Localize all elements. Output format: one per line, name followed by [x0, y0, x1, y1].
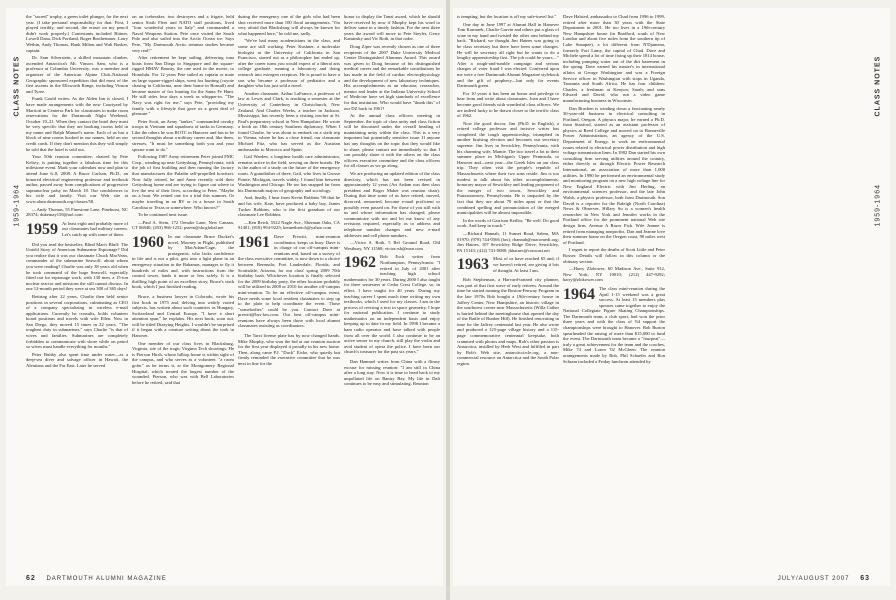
paragraph: Peter Buhby also spent time under water—as a deep-sea diver and salvage officer in Hawaii, the Aleutians and the Far East. Later he served — [26, 351, 128, 369]
paragraph: At least eight and probably more of our classmates had military careers. Let's catch up with some of them. — [62, 220, 128, 237]
sidebar-years: 1959-1964 — [874, 184, 882, 227]
paragraph: Following 1987 Army retirement Peter joined FMC Corp., winding up near Gettysburg, Pennsylvania, with the job of first building and then running the factory that manufactures the Paladin self-propelled howitzer. Now fully retired, he and Anne recently sold their Gettysburg home and are trying to figure out where to live the rest of their lives, according to Peter. "Maybe on a boat. We rented one for a trial this summer. Or maybe traveling in an RV or in a house in South Carolina or Texas or somewhere. Who knows?" — [132, 154, 234, 210]
paragraph: Bruce, a business lawyer in Colorado, wrote his first book in 1975 and, delving into widely varied subjects, has written about such countries as Hungary, Switzerland and Central Europe. "I have a short attention span," he explains. His next book, soon out, will be titled Dizzying Heights. I wouldn't be surprised if it began with a creature writing about the took in Hanover. — [132, 293, 234, 339]
paragraph: Doug Ziper was recently chosen as one of three recipients of the 2007 Duke University Medical Center Distinguished Alumnus Award. This award was given to Doug because of his distinguished medical career and the remarkable contributions he has made in the field of cardiac electrophysiology and the development of new laboratory techniques. His accomplishments as an educator, researcher, mentor and leader at the Indiana University School of Medicine have set high standards of excellence for that institution. Who would have "thunk this" of our DZ back in 1961? — [344, 43, 440, 111]
paragraph: Dan Hammel writes from China with a flimsy excuse for missing reunion: "I am still in China after a long stay. Now it is time to head back to my unpolluted life on Bantry Bay. My life in Dali continues to be easy and stimulating. Reunion — [344, 359, 440, 387]
year-section-1963 — [457, 256, 559, 275]
paragraph: Dr. Sam Silverstein, a skilled mountain climber, ascended Antarctica's Mt. Vinson. Sam, who is a professor at Columbia University, was a member and organizer of the American Alpine Club–National Geographic sponsored expedition that did most of the first ascents in the Ellsworth Range, including Vinson and Tyree. — [26, 55, 128, 94]
year-section-1960 — [132, 234, 234, 292]
column-4 — [344, 14, 440, 574]
paragraph: One member of our class lives in Blacksburg, Virginia, site of the tragic Virginia Tech shootings. He is Pierson Hirsh, whose hilltop home is within sight of the campus, and who serves as a volunteer. "a room gofer" as he terms it, at the Montgomery Regional Hospital, which treated the largest number of the wounded. Pierson, who was with Bell Laboratories before he retired, said that — [132, 340, 234, 385]
issue-date: JULY/AUGUST 2007 — [777, 576, 850, 582]
paragraph: honor to display the Tanzi award, which he should have received by now if Murphy kept his word to deliver same in a timely fashion. For the next three years the award will move to Pete Steyler, Gerry Kaminsky and Vic Roth, in that order. — [344, 14, 440, 42]
sidebar-years: 1959-1964 — [13, 184, 21, 227]
sidebar-tab-right — [873, 38, 883, 578]
contact-line: —Paul A. Stein, 172 Oenoke Lane, New Canaan, CT 06840; (203) 966-1252; pstein@sbcglobal.net — [132, 219, 234, 231]
paragraph: The class mini-reunion during the April 1-15 weekend was a great success. At least 15 members plus spouses came together to enjoy the National Collegiate Figure Skating Championships. The Dartmouth team, a club sport, had won the prior three years and with the class of '64 support the championships were brought to Hanover. Bob Burton spearheaded the raising of more than $15,000 to fund the event. The Dartmouth team became a "fourpeat"—truly a great achievement for the team and the coaches, Mike 74 and Loren '02 McGleen. The reunion arrangements made by Bob, Phil Schaefer and Ron Schram included a Friday luncheon attended by — [563, 285, 665, 364]
year-section-1959 — [26, 221, 128, 240]
left-footer — [26, 575, 167, 582]
paragraph: I regret to report the deaths of Scott Little and Peter Rosser. Details will follow in this column or the obituary section. — [563, 247, 665, 264]
year-heading: 1961 — [238, 233, 270, 251]
contact-line: —Victor S. Roth, 5 Bel Ground Road, Old Westbury, NY 11568; victor.rsh@msn.com — [344, 240, 440, 251]
column-6 — [563, 14, 665, 574]
paragraph: At the annual class officers meeting in September, the topic of class unity and class fiction will be discussed under the overall heading of maintaining unity within the class. This is a very important but potentially sensitive issue. If anyone has any thoughts on the topic that they would like to share, please contact me immediately so that I can possibly share it with the others on the class officers executive committee and the class officers for all classes as we go along. — [344, 113, 440, 169]
contact-line: —Ken Reich, 5522 Nagle Ave., Sherman Oaks, CA 91401; (818) 994-9225; kennethreich@yahoo.com — [238, 219, 340, 231]
right-footer — [778, 575, 870, 582]
paragraph: Bob Esch writes from Northampton, Pennsylvania: "I retired in July of 2001 after teaching high school mathematics for 30 years. During 2000 I also taught for three semesters at Cedar Crest College, so, in effect, I have taught for 40 years. During my teaching career I spent much time writing my own textbooks, which I used for my classes. I am in the process of revising a text in space geometry, I hope for national publication. I continue to study mathematics on an independent basis and enjoy keeping up to date in my field. In 1998 I became a ham radio operator and have talked with people from all over the world. I also continue to be an active senior in my church, still play the violin and avid student of opera the police. I have been our church's treasurer for the past six years." — [344, 254, 440, 355]
paragraph: is tempting, but the location is off my safe-travel list." — [457, 14, 557, 19]
paragraph: Did you read the bestseller, Blind Man's Bluff: The Untold Story of American Submarine Espionage? Did you realize that it was our classmate Chuck MacVean, commander of the submarine Seawolf, about whom you were reading? Charlie was only 38 years old when he took command of the huge Seawolf, especially fitted out for espionage work, with 130 men, a 15-ton nuclear reactor and missions the still cannot discuss. In one 12-month period they were at sea 300 of 365 days! — [26, 241, 128, 292]
paragraph: Now the good doctor, Jim (Ph.D. in English), a retired college professor and incisive writer has completed the tough apprenticeship, triumphed in another bruising election and becomes our secretary supreme. Jim lives in Sewickley, Pennsylvania, with his charming wife, Mamie. The two travel a lot to their summer place in Michigan's Upper Peninsula, to Hanover and—next year—the Greek Isles on our class trip. They often visit the people's republic of Massachusetts where their two sons reside. Jim is too modest to talk about his other accomplishments: honorary mayor of Sewickley and leading proponent of the merger of two towns, Sewickley and Punxsutawney, Pennsylvania. He is unquoted by the fact that they are about 70 miles apart or that the combined spelling and pronunciation of the merged municipalities will be almost impossible. — [457, 120, 559, 216]
column-3 — [238, 14, 340, 574]
paragraph: One day in June 1997 at Alumni Hall in Hanover Tom Komarek, Charlie Garvin and others put a glass of wine in my hand and twisted the other arm behind my back. "Richard, we thought Jim Haines was going to be class secretary but there have been some changes. He will be secretary all right but he wants to do a lengthy apprenticeship first. The job could be yours...." After a rough-and-tumble campaign and serious charges of voter fraud I was elected. Conferred upon me were a free Dartmouth Alumni Magazine stylebook and the gift of prophecy—but only for events Dartmouth green. — [457, 21, 559, 89]
sidebar-label: CLASS NOTES — [874, 55, 882, 117]
year-section-1962 — [344, 254, 440, 357]
year-heading: 1962 — [344, 254, 376, 272]
paragraph: "We've had many academicians in the class, and some are still working. Peter Kushner, a molecular biologist at the University of California in San Francisco, started out as a philosopher but ended up, after the career turns you would expect of a liberal arts college graduate, running a laboratory and doing research into estrogen receptors. He is proud to have a son who became a professor of pediatrics and a daughter who has just sold a novel. — [238, 38, 340, 89]
contact-line: —Richard Hannah, 11 Sunset Road, Salem, MA 01970; (978) 744-0566 (fax); rhannah@macomedi.org; Jim Haines, 107 Sewickley Ridge Drive, Sewickley, PA 15143; (412) 741-0088; jhhaines@comcast.net — [457, 230, 559, 253]
paragraph: on an icebreaker, two destroyers and a frigate, held senior Sixth Fleet and NATO staff positions, lived "four wonderful years in Italy" and commanded a Naval Weapons Station. Pete once visited the South Pole and also sailed into the Arctic Ocean ice. Says Pete, "My Dartmouth Arctic seminar studies became very real!" — [132, 14, 234, 53]
year-heading: 1960 — [132, 233, 164, 251]
magazine-title: DARTMOUTH ALUMNI MAGAZINE — [46, 576, 167, 582]
paragraph: In our classmate Bruce Ducker's novel, Mooney in Flight, published by MacAdam/Cage, the protagonist, who lacks confidence in life and is not a pilot, gets into a light plane in an emergency situation in the Bahamas, manages to fly it hundreds of miles and, with instructions from the control tower, lands it more or less safely. It is a thrilling high point of an excellent story, Bruce's sixth book, which I just finished reading. — [132, 233, 234, 290]
paragraph: And, finally, I hear from Kevin Robbins '98 that he and his wife, Kate, have produced a baby boy, James Tucker Robbins, who is the first grandson of our classmate Lee Robbins. — [238, 195, 340, 218]
contact-line: —Harry Zlokower, 60 Madison Ave., Suite 912, New York, NY 10010; (212) 447-9292; harry@zlokower.com — [563, 266, 665, 283]
column-1 — [26, 14, 128, 574]
paragraph: Your 50th reunion committee, chaired by Pete Kelsey, is putting together a fabulous time for this milestone event. Mark your calendars now and plan to attend June 6–8, 2008. A Bruce Carlson, Ph.D., an honored electrical engineering professor and textbook author, passed away from complications of progressive supranuclear palsy on March 18. Our condolences to his wife and family. Visit our Web site at www.alum.dartmouth.org/classes/58. — [26, 154, 128, 204]
contact-line: —Andy Thomas, 55 Finestone Lane, Pinehurst, NC 28374; dukemay158@aol.com — [26, 206, 128, 218]
year-section-1961 — [238, 234, 340, 331]
paragraph: For 10 years it has been an honor and privilege to hear from and write about classmates. Joan and I have become good friends with wonderful class officers. We are indeed lucky to be drawn closer to the terrific class of 1962. — [457, 90, 559, 119]
paragraph: Frank Gould writes: As the Alden Inn is closed, I have made arrangements with the new Courtyard by Marriott in Centerra Park for classmates to make room reservations for the Dartmouth Night Weekend, October 19–21. When they contact the hotel they must be very specific that they are booking rooms held in my name and Ralph Manuel's name. Each of us has a block of nine rooms booked in our names, held on our credit cards. If they don't mention this they will simply be told that the hotel is sold out. — [26, 96, 128, 152]
paragraph: Dan Bracken is winding down a fascinating nearly 30-year-old business in electrical consulting in Portland, Oregon. A physics major, he earned a Ph.D. from Stanford, started as an assistant professor of physics at Reed College and moved on to Bonneville Power Administration, an agency of the U.S. Department of Energy, to work on environmental issues related to electrical power distribution and high voltage transmission lines. In 1982 Dan started his own consulting firm serving utilities around the country, either directly or through Electric Power Research International, an association of more than 1,000 utilities. In 1980 he performed an environmental study and monitoring program on a new high voltage line for New England Electric with Jim Herling, an environmental sciences professor, and the late John Walsh, a physics professor, both from Dartmouth. Son David is a reporter for the Raleigh (North Carolina) News & Observer, Hillary Su is a women's health researcher in New York and Jennifer works in the Portland office for the prominent national Web site design firm, Avenue A Razor Fish. Wife Jeanne is retired from managing nonprofits. Dan and Jeanne love their summer home on the Oregon coast, 90 miles west of Portland. — [563, 105, 665, 245]
left-page — [6, 8, 443, 586]
year-section-1964 — [563, 286, 665, 366]
right-page — [453, 8, 890, 586]
paragraph: Retiring after 22 years, Charlie then held senior positions in several corporations, culminating as CEO of a company specializing in wireless e-mail applications. Currently he consults, holds volunteer board positions and travels with wife Ellen. Now in San Diego, they moved 15 times in 22 years. "The toughest duty in submarines," says Charlie "is that of wives and families. Submarines are completely forbidden to communicate with shore while on patrol so wives must handle everything for months." — [26, 293, 128, 350]
sidebar-label: CLASS NOTES — [13, 55, 21, 117]
paragraph: After retirement he kept sailing, delivering tuna boats from San Diego to Singapore and the square-rigged HMAV Bounty, the one used in the movie, to Honolulu. For 12 years Pete sailed as captain or mate on large square-rigged ships, went fox hunting (coyote chasing in California, near their home in Bonsall) and became master of fox hunting for the Santa Fe Hunt. He still rides four days a week as whipper-in. "The Navy was right for me," says Pete, "providing my family with a lifestyle that gave us a great deal of pleasure." — [132, 55, 234, 117]
year-heading: 1963 — [457, 256, 489, 274]
paragraph: Another classmate, Arthur LaFrance, a professor of law at Lewis and Clark, is teaching a semester at the University of Canterbury in Christchurch, New Zealand. And Charles Weeks, a teacher in Jackson, Mississippi, has recently been a visiting teacher at St. Paul's preparatory school in New Hampshire. He wrote a book on 18th century Southern diplomacy. When I found Charlie, he was about to embark on a sixth trip to Vienna, where he has a close friend, our classmate Michael Fitz, who has served as the Austrian ambassador to Morocco and Spain. — [238, 90, 340, 152]
year-heading: 1959 — [26, 220, 58, 238]
page-number: 62 — [26, 575, 36, 582]
paragraph: Gail Warden, a longtime health care administrator, remains active in the field, serving on three boards. He is the author of a study on the future of the emergency room. A grandfather of three, Gail, who lives in Grosse Pointe, Michigan, travels widely. I found him between Washington and Chicago. He too has snapped far from his Dartmouth majors of geography and sociology. — [238, 154, 340, 193]
year-heading: 1964 — [563, 285, 595, 303]
paragraph: during the emergency one of the girls who had been shot received more than 100 floral arrangements. "I'm very afraid that Blacksburg will always be known for what happened here," he told me, sadly. — [238, 14, 340, 36]
page-number: 63 — [860, 575, 870, 582]
paragraph: Dave Halsted, ambassador to Chad from 1996 to 1999, retired after more than 30 years with the State Department in 2001. He too lives in a 19th-century New Hampshire house (in Bradford, south of New London and about five miles from the southern tip of Lake Sunapee), a lot different from N'Djamena, formerly Fort Lamy, the capital of Chad. Dave and Michele spend a lot of time fixing up their 1814 house, including pumping water out of the dirt basement in the spring. Dave earned his master's in international affairs at George Washington and was a Foreign Service officer in Washington with stops in Uganda, Tanzania and South Africa. He has four children: Charles, a freshman at Kenyon; Sarah; and sons Edward and David, who run a video game manufacturing business in Wisconsin. — [563, 14, 665, 103]
paragraph: Most of us have reached 65 and, if we haven't retired, are giving it lots of thought. At least I am. — [493, 256, 559, 273]
column-2 — [132, 14, 234, 574]
sidebar-tab-left — [12, 38, 22, 578]
paragraph: Peter Scott, an Army "tanker," commanded cavalry troops in Vietnam and squadrons of tanks in Germany. Like the others he was ROTC in Hanover and has to be second thoughts about a military career and, like them, stresses, "It must be something both you and your spouse want to do." — [132, 118, 234, 152]
paragraph: Rob Stephenson, a Harvard-trained city planner, was part of that first wave of early retirees. Around the time he started running the Boston-Fenway Program in the late 1970s Rob bought a 19th-century house in Jaffrey Center, New Hampshire, an historic village in the southwest corner near Massachusetts (Willa Cather is buried behind the meetinghouse that opened the day of the Battle of Bunker Hill). He finished renovating in time for the Jaffrey centennial last year. He also wrote and produced a 125-page village history and a 115-page commemorative centennial keepsake, both crammed with photos and maps. Rob's other passion is Antarctica, instilled by Herb West and fulfilled in part by Rob's Web site, antarcticcircle.org, a non-commercial resource on Antarctica and the South Polar region. — [457, 277, 559, 367]
paragraph: The Tarzi license plate has by now changed hands. Mike Murphy, who won the bid at our reunion auction for the first year displayed it proudly in his new home. Then, along came P.J. "Duck" Eicke, who quietly but firmly reminded the executive committee that he was next in line for the — [238, 333, 340, 367]
paragraph: the "sacred" trophy, a green toilet plunger, for the next year. (I take personal responsibility for that. First, I played terribly, and second, the eraser on my pencil didn't work properly.) Contestants included Bittner, Lowell Dana, Dick Portland, Roger Brothemmer, Larry Wethin, Andy Thomas, Hank Milton and Walt Busker, captain. — [26, 14, 128, 53]
column-5 — [457, 14, 559, 574]
paragraph: Dave Prewitt, mini-reunion coordinator, keeps us busy. Dave is in charge of our off-campus mini-reunions and, based on a survey of the class executive committee, is now down to a choice between Bermuda; Fort Lauderdale, Florida, and Scottsdale, Arizona, for our class' spring 2009 70th birthday bash. Whichever location is finally selected for the 2009 birthday party, the other location probably will be utilized in 2008 or 2010 for another off-campus mini-reunion. To be an effective off-campus event, Dave needs some local resident classmates to step up to the plate to help coordinate the event. Those "somebodies" could be you. Contact Dave at prewitt@bss-law.com. Our best off-campus mini-reunions have always been those with local alumni classmates assisting as coordinators. — [238, 233, 340, 329]
paragraph: In the words of Garrison Keillor, "Be well. Do good work. And keep in touch." — [457, 217, 559, 229]
paragraph: We are producing an updated edition of the class directory, which has not been revised in approximately 12 years (Art Ardam was then class president and Roger Maher was reunion chair). During that time some of us have retired, moved, divorced, remarried, become e-mail proficient or possibly even passed on. For those of you still with us and whose information has changed, please communicate with me and let me know of any revisions required, especially as to address and telephone number changes and new e-mail addresses and cell phone numbers. — [344, 171, 440, 238]
page-spine — [446, 0, 450, 600]
paragraph: To be continued next issue. — [138, 212, 189, 218]
